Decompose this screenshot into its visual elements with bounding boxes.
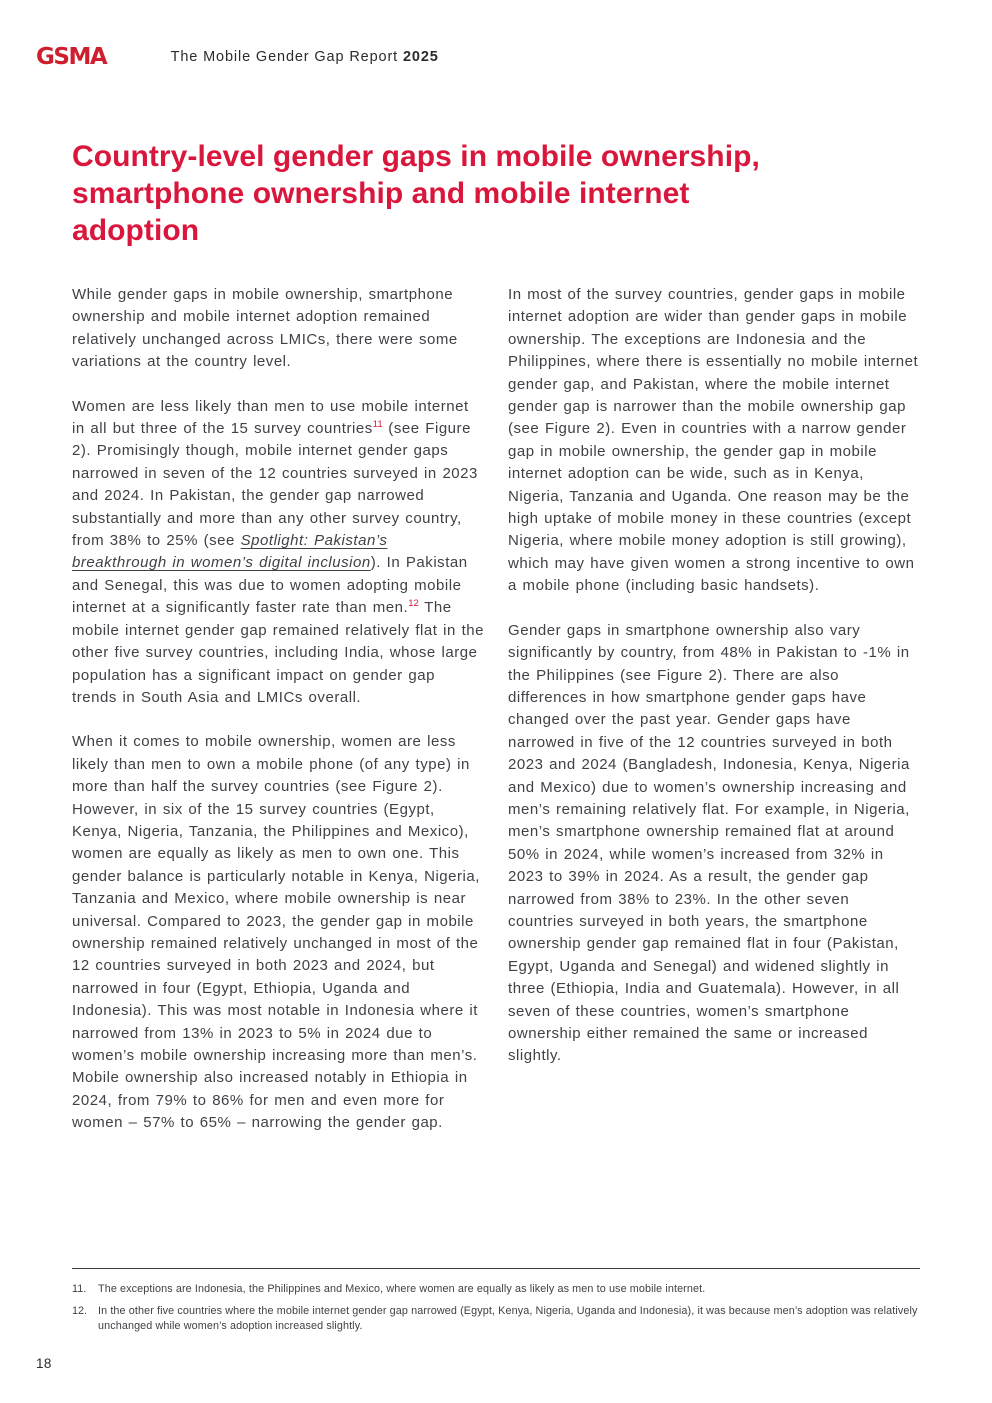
footnote-reference-12: 12 bbox=[408, 598, 419, 610]
spotlight-pakistan-link[interactable]: Spotlight: Pakistan’s breakthrough in women’s digital inclusion bbox=[72, 532, 388, 572]
report-title-text: The Mobile Gender Gap Report bbox=[170, 49, 399, 65]
report-year: 2025 bbox=[402, 49, 439, 65]
footnote-number: 11. bbox=[72, 1283, 87, 1295]
footnotes-section bbox=[72, 1268, 920, 1341]
paragraph-text: (see Figure 2). Promisingly though, mobile internet gender gaps narrowed in seven of the 12 countries surveyed in 2023 and 2024. In Pakistan, the gender gap narrowed substantially and more than any other survey country, from 38% to 25% (see bbox=[72, 420, 478, 550]
page-header bbox=[36, 44, 956, 74]
page-number: 18 bbox=[36, 1356, 52, 1371]
paragraph-left-3: When it comes to mobile ownership, women are less likely than men to own a mobile phone (of any type) in more than half the survey countries (see Figure 2). However, in six of the 15 survey countries (Egypt, Kenya, Nigeria, Tanzania, the Philippines and Mexico), women are equally as likely as men to own one. This gender balance is particularly notable in Kenya, Nigeria, Tanzania and Mexico, where mobile ownership is near universal. Compared to 2023, the gender gap in mobile ownership remained relatively unchanged in most of the 12 countries surveyed in both 2023 and 2024, but narrowed in four (Egypt, Ethiopia, Uganda and Indonesia). This was most notable in Indonesia where it narrowed from 13% in 2023 to 5% in 2024 due to women’s mobile ownership increasing more than men’s. Mobile ownership also increased notably in Ethiopia in 2024, from 79% to 86% for men and even more for women – 57% to 65% – narrowing the gender gap. bbox=[72, 733, 480, 1132]
footnote-item bbox=[72, 1304, 920, 1334]
footnote-reference-11: 11 bbox=[372, 419, 383, 431]
body-columns bbox=[72, 284, 920, 1157]
report-title bbox=[171, 49, 439, 65]
paragraph-right-2: Gender gaps in smartphone ownership also vary significantly by country, from 48% in Pakistan to -1% in the Philippines (see Figure 2). There are also differences in how smartphone gender gaps have changed over the past year. Gender gaps have narrowed in five of the 12 countries surveyed in both 2023 and 2024 (Bangladesh, Indonesia, Kenya, Nigeria and Mexico) due to women’s ownership increasing and men’s remaining relatively flat. For example, in Nigeria, men’s smartphone ownership remained flat at around 50% in 2024, while women’s increased from 32% in 2023 to 39% in 2024. As a result, the gender gap narrowed from 38% to 23%. In the other seven countries surveyed in both years, the smartphone ownership gender gap remained flat in four (Pakistan, Egypt, Uganda and Senegal) and widened slightly in three (Ethiopia, India and Guatemala). However, in all seven of these countries, women’s smartphone ownership either remained the same or increased slightly. bbox=[508, 621, 910, 1065]
column-left bbox=[72, 284, 484, 1157]
paragraph-text: Women are less likely than men to use mobile internet in all but three of the 15 survey countries bbox=[72, 397, 469, 438]
paragraph-left-2 bbox=[72, 396, 484, 710]
paragraph-text: The mobile internet gender gap remained relatively flat in the other five survey countries, including India, whose large population has a significant impact on gender gap trends in South Asia and LMICs overall. bbox=[72, 599, 484, 706]
column-right bbox=[508, 284, 920, 1157]
gsma-logo: GSMA bbox=[36, 44, 107, 70]
paragraph-left-1: While gender gaps in mobile ownership, smartphone ownership and mobile internet adoption remained relatively unchanged across LMICs, there were some variations at the country level. bbox=[72, 286, 458, 371]
footnote-text: The exceptions are Indonesia, the Philippines and Mexico, where women are equally as likely as men to use mobile internet. bbox=[98, 1283, 706, 1295]
footnote-text: In the other five countries where the mobile internet gender gap narrowed (Egypt, Kenya, Nigeria, Uganda and Indonesia), it was because men’s adoption was relatively unchanged while women’s adoption increased slightly. bbox=[98, 1305, 918, 1332]
paragraph-right-1: In most of the survey countries, gender gaps in mobile internet adoption are wider than gender gaps in mobile ownership. The exceptions are Indonesia and the Philippines, where there is essentially no mobile internet gender gap, and Pakistan, where the mobile internet gender gap is narrower than the mobile ownership gap (see Figure 2). Even in countries with a narrow gender gap in mobile ownership, the gender gap in mobile internet adoption can be wide, such as in Kenya, Nigeria, Tanzania and Uganda. One reason may be the high uptake of mobile money in these countries (except Nigeria, where mobile money adoption is still growing), which may have given women a strong incentive to own a mobile phone (including basic handsets). bbox=[508, 286, 919, 595]
page-title: Country-level gender gaps in mobile ownership, smartphone ownership and mobile internet adoption bbox=[72, 140, 760, 247]
paragraph-text: ). In Pakistan and Senegal, this was due to women adopting mobile internet at a significantly faster rate than men. bbox=[72, 554, 468, 617]
footnote-number: 12. bbox=[72, 1305, 88, 1317]
footnote-item bbox=[72, 1282, 920, 1297]
